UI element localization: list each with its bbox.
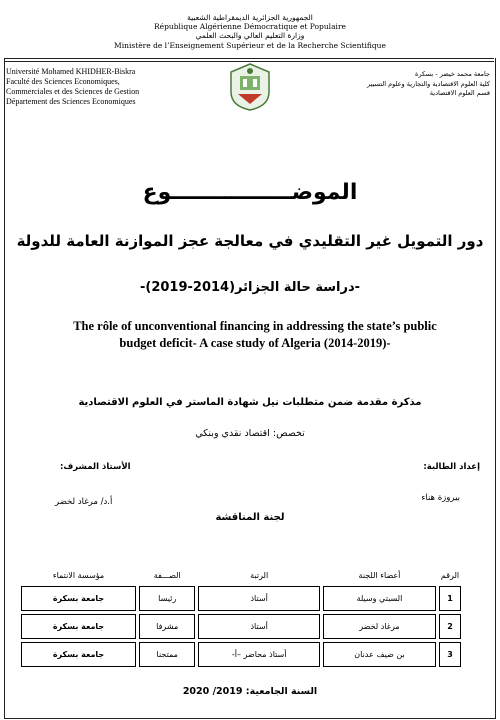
university-name-fr: Université Mohamed KHIDHER-Biskra	[6, 67, 136, 76]
member-rank: أستاذ محاضر –أ-	[198, 642, 320, 667]
university-block-ar	[367, 70, 490, 99]
member-institution: جامعة بسكرة	[21, 586, 136, 611]
member-name: مرغاد لخضر	[323, 614, 436, 639]
case-study-ar: -دراسة حالة الجزائر(2014-2019)-	[139, 280, 361, 295]
department-name-fr: Département des Sciences Economiques	[6, 97, 136, 106]
member-role: ممتحنا	[139, 642, 195, 667]
republic-ar: الجمهورية الجزائرية الديمقراطية الشعبية	[187, 13, 313, 22]
table-row	[21, 642, 461, 667]
header-rank: الرتبة	[250, 570, 269, 580]
academic-year: السنة الجامعية: 2019/ 2020	[182, 686, 318, 697]
ministry-ar: وزارة التعليم العالي والبحث العلمي	[195, 31, 305, 40]
thesis-title-en: The rôle of unconventional financing in addressing the state’s public budget deficit- A case study of Algeria (2014-2019)-	[73, 319, 437, 350]
table-row	[21, 614, 461, 639]
row-number: 3	[439, 642, 461, 667]
header-role: الصـــفة	[153, 570, 181, 580]
header-institution: مؤسسة الانتماء	[52, 570, 105, 580]
member-rank: أستاذ	[198, 586, 320, 611]
university-name-ar: جامعة محمد خيضر - بسكرة	[415, 70, 490, 78]
member-role: مشرفا	[139, 614, 195, 639]
jury-title: لجنة المناقشة	[215, 512, 285, 523]
member-name: السبتي وسيلة	[323, 586, 436, 611]
department-name-ar: قسم العلوم الاقتصادية	[429, 89, 490, 97]
thesis-title-ar: دور التمويل غير التقليدي في معالجة عجز الموازنة العامة للدولة	[16, 232, 484, 250]
member-rank: أستاذ	[198, 614, 320, 639]
student-label: إعداد الطالبة:	[423, 462, 480, 472]
member-role: رئيسا	[139, 586, 195, 611]
jury-table	[18, 564, 464, 670]
member-name: بن ضيف عدنان	[323, 642, 436, 667]
ministry-fr: Ministère de l’Enseignement Supérieur et de la Recherche Scientifique	[114, 41, 386, 50]
memo-description: مذكرة مقدمة ضمن متطلبات نيل شهادة الماستر في العلوم الاقتصادية	[78, 397, 422, 408]
header-member: أعضاء اللجنة	[358, 570, 401, 580]
republic-fr: République Algérienne Démocratique et Populaire	[154, 22, 346, 31]
university-logo	[228, 62, 272, 112]
supervisor-label: الأستاذ المشرف:	[60, 462, 131, 472]
jury-table-header	[21, 567, 461, 583]
header-number: الرقم	[440, 570, 460, 580]
faculty-name-ar: كلية العلوم الاقتصادية والتجارية وعلوم التسيير	[367, 79, 490, 88]
member-institution: جامعة بسكرة	[21, 642, 136, 667]
supervisor-name: أ.د/ مرغاد لخضر	[55, 497, 113, 507]
faculty-name-fr-cont: Commerciales et des Sciences de Gestion	[6, 87, 140, 96]
student-name: بيروزة هناء	[421, 493, 460, 503]
row-number: 1	[439, 586, 461, 611]
faculty-name-fr: Faculté des Sciences Economiques,	[6, 77, 120, 86]
university-block-fr	[6, 67, 139, 107]
table-row	[21, 586, 461, 611]
row-number: 2	[439, 614, 461, 639]
specialty: تخصص: اقتصاد نقدي وبنكي	[195, 428, 305, 439]
subject-label: الموضــــــــــــــــوع	[142, 180, 358, 205]
member-institution: جامعة بسكرة	[21, 614, 136, 639]
